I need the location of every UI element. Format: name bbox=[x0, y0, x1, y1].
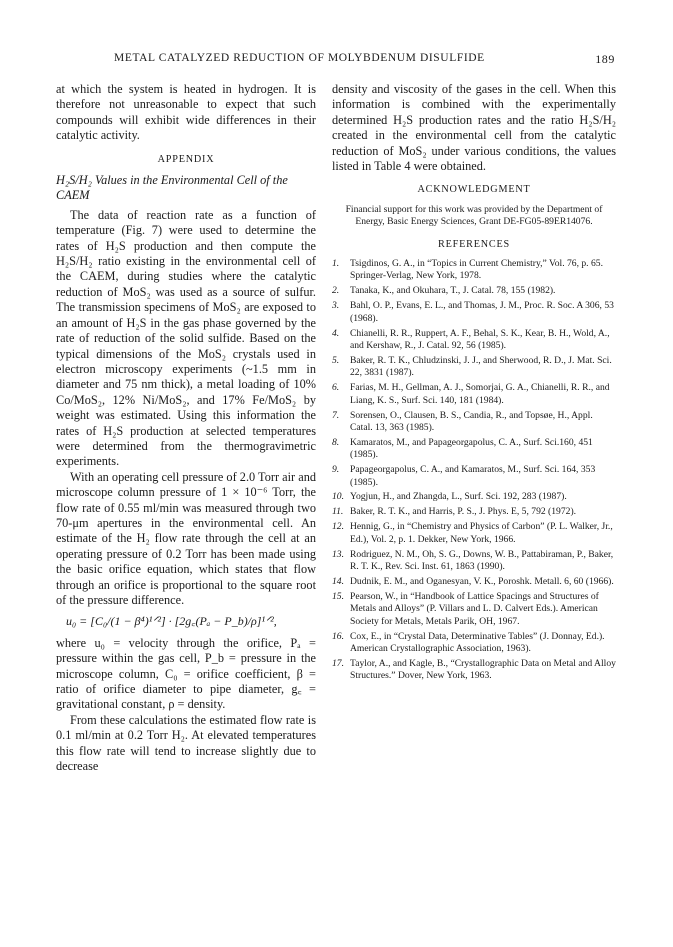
reference-text: Kamaratos, M., and Papageorgapolus, C. A., Surf. Sci.160, 451 (1985). bbox=[350, 436, 593, 461]
reference-item bbox=[332, 549, 616, 574]
references-heading: REFERENCES bbox=[438, 238, 510, 250]
reference-item bbox=[332, 437, 616, 462]
reference-text: Taylor, A., and Kagle, B., “Crystallographic Data on Metal and Alloy Structures.” Dover, New York, 1963. bbox=[350, 657, 616, 682]
reference-text: Bahl, O. P., Evans, E. L., and Thomas, J. M., Proc. R. Soc. A 306, 53 (1968). bbox=[350, 300, 614, 324]
acknowledgment-text: Financial support for this work was provided by the Department of Energy, Basic Energy Sciences, Grant DE-FG05-89ER14076. bbox=[345, 203, 603, 228]
reference-text: Tanaka, K., and Okuhara, T., J. Catal. 78, 155 (1982). bbox=[350, 285, 556, 297]
reference-number: 9. bbox=[332, 464, 340, 476]
appendix-subheading: H₂S/H₂ Values in the Environmental Cell of the CAEM bbox=[56, 173, 288, 203]
paragraph: The data of reaction rate as a function of temperature (Fig. 7) were used to determine the rates of H₂S production and then compute the H₂S/H₂ ratio existing in the environmental cell of the CAEM, during studies where the catalytic reduction of MoS₂ was used as a source of sulfur. The transmission specimens of MoS₂ are exposed to an amount of H₂S in the gas phase governed by the rate of reduction of the solid sulfide. Based on the typical dimensions of the MoS₂ crystals used in electron microscopy experiments (~1.5 mm in diameter and 75 nm thick), a metal loading of 10% Co/MoS₂, 12% Ni/MoS₂, and 17% Fe/MoS₂ by weight was estimated. Using this information the rates of H₂S production at selected temperatures were determined from the thermogravimetric experiments. bbox=[56, 207, 316, 469]
reference-number: 7. bbox=[332, 409, 340, 421]
reference-number: 4. bbox=[332, 327, 340, 339]
reference-text: Dudnik, E. M., and Oganesyan, V. K., Poroshk. Metall. 6, 60 (1966). bbox=[350, 575, 614, 587]
paragraph: where u₀ = velocity through the orifice, Pₐ = pressure within the gas cell, P_b = pressure in the microscope column, C₀ = orifice coefficient, β = ratio of orifice diameter to pipe diameter, g꜀ = gravitational constant, ρ = density. bbox=[56, 635, 316, 712]
reference-number: 12. bbox=[332, 521, 344, 533]
reference-item bbox=[332, 410, 616, 435]
reference-number: 14. bbox=[332, 575, 344, 587]
left-column bbox=[56, 82, 316, 774]
reference-item bbox=[332, 506, 616, 518]
reference-number: 1. bbox=[332, 258, 340, 270]
reference-text: Pearson, W., in “Handbook of Lattice Spacings and Structures of Metals and Alloys” (P. Villars and L. D. Calvert Eds.). American Society for Metals, Metals Parik, OH, 1967. bbox=[350, 590, 599, 627]
reference-item bbox=[332, 464, 616, 489]
reference-text: Sorensen, O., Clausen, B. S., Candia, R., and Topsøe, H., Appl. Catal. 13, 363 (1985). bbox=[350, 409, 593, 433]
reference-item bbox=[332, 300, 616, 325]
reference-text: Baker, R. T. K., and Harris, P. S., J. Phys. E, 5, 792 (1972). bbox=[350, 506, 577, 518]
reference-text: Rodriguez, N. M., Oh, S. G., Downs, W. B., Pattabiraman, P., Baker, R. T. K., Rev. Sci. Inst. 61, 1863 (1990). bbox=[350, 548, 614, 572]
reference-number: 17. bbox=[332, 657, 344, 669]
paragraph: From these calculations the estimated flow rate is 0.1 ml/min at 0.2 Torr H₂. At elevated temperatures this flow rate will tend to increase slightly due to decrease bbox=[56, 712, 316, 774]
reference-number: 2. bbox=[332, 285, 340, 297]
reference-item bbox=[332, 285, 616, 297]
reference-text: Farias, M. H., Gellman, A. J., Somorjai, G. A., Chianelli, R. R., and Liang, K. S., Surf. Sci. 140, 181 (1984). bbox=[350, 382, 610, 406]
reference-item bbox=[332, 576, 616, 588]
reference-number: 8. bbox=[332, 436, 340, 448]
reference-number: 3. bbox=[332, 300, 340, 312]
reference-number: 11. bbox=[332, 506, 344, 518]
reference-item bbox=[332, 631, 616, 656]
page-number: 189 bbox=[595, 52, 615, 66]
reference-item bbox=[332, 382, 616, 407]
reference-number: 15. bbox=[332, 590, 344, 602]
reference-item bbox=[332, 258, 616, 283]
reference-text: Yogjun, H., and Zhangda, L., Surf. Sci. 192, 283 (1987). bbox=[350, 491, 567, 503]
reference-text: Hennig, G., in “Chemistry and Physics of Carbon” (P. L. Walker, Jr., Ed.), Vol. 2, p. 1. Dekker, New York, 1966. bbox=[350, 521, 613, 545]
reference-number: 5. bbox=[332, 354, 340, 366]
reference-list bbox=[332, 258, 616, 683]
reference-text: Tsigdinos, G. A., in “Topics in Current Chemistry,” Vol. 76, p. 65. Springer-Verlag, New York, 1978. bbox=[350, 258, 603, 282]
right-column bbox=[332, 82, 616, 685]
reference-item bbox=[332, 521, 616, 546]
orifice-equation: u₀ = [C₀/(1 − β⁴)¹ᐟ²] · [2g꜀(Pₐ − P_b)/ρ]¹ᐟ², bbox=[66, 614, 277, 629]
paragraph: density and viscosity of the gases in the cell. When this information is combined with the experimentally determined H₂S production rates and the ratio H₂S/H₂ created in the environmental cell from the catalytic reduction of MoS₂ under various conditions, the values listed in Table 4 were obtained. bbox=[332, 82, 616, 174]
reference-number: 16. bbox=[332, 630, 344, 642]
reference-number: 13. bbox=[332, 548, 344, 560]
reference-text: Cox, E., in “Crystal Data, Determinative Tables” (J. Donnay, Ed.). American Crystallographic Association, 1963). bbox=[350, 630, 605, 654]
appendix-heading: APPENDIX bbox=[157, 153, 215, 165]
reference-item bbox=[332, 658, 616, 683]
reference-item bbox=[332, 328, 616, 353]
reference-item bbox=[332, 355, 616, 380]
reference-item bbox=[332, 591, 616, 628]
acknowledgment-heading: ACKNOWLEDGMENT bbox=[417, 184, 531, 196]
reference-number: 10. bbox=[332, 491, 344, 503]
paragraph: at which the system is heated in hydrogen. It is therefore not unreasonable to expect that such compounds will exhibit wide differences in their catalytic activity. bbox=[56, 82, 316, 143]
paragraph: With an operating cell pressure of 2.0 Torr air and microscope column pressure of 1 × 10⁻⁶ Torr, the flow rate of 0.55 ml/min was measured through two 70-μm apertures in the environmental cell. An estimate of the H₂ flow rate through the cell at an operating pressure of 0.2 Torr has been made using the basic orifice equation, which states that flow through an orifice is proportional to the square root of the pressure difference. bbox=[56, 469, 316, 607]
reference-number: 6. bbox=[332, 382, 340, 394]
reference-item bbox=[332, 491, 616, 503]
reference-text: Baker, R. T. K., Chludzinski, J. J., and Sherwood, R. D., J. Mat. Sci. 22, 3831 (1987). bbox=[350, 354, 612, 379]
running-title: METAL CATALYZED REDUCTION OF MOLYBDENUM DISULFIDE bbox=[114, 52, 485, 64]
reference-text: Chianelli, R. R., Ruppert, A. F., Behal, S. K., Kear, B. H., Wold, A., and Kershaw, R., J. Catal. 92, 56 (1985). bbox=[350, 327, 610, 351]
reference-text: Papageorgapolus, C. A., and Kamaratos, M., Surf. Sci. 164, 353 (1985). bbox=[350, 464, 596, 488]
